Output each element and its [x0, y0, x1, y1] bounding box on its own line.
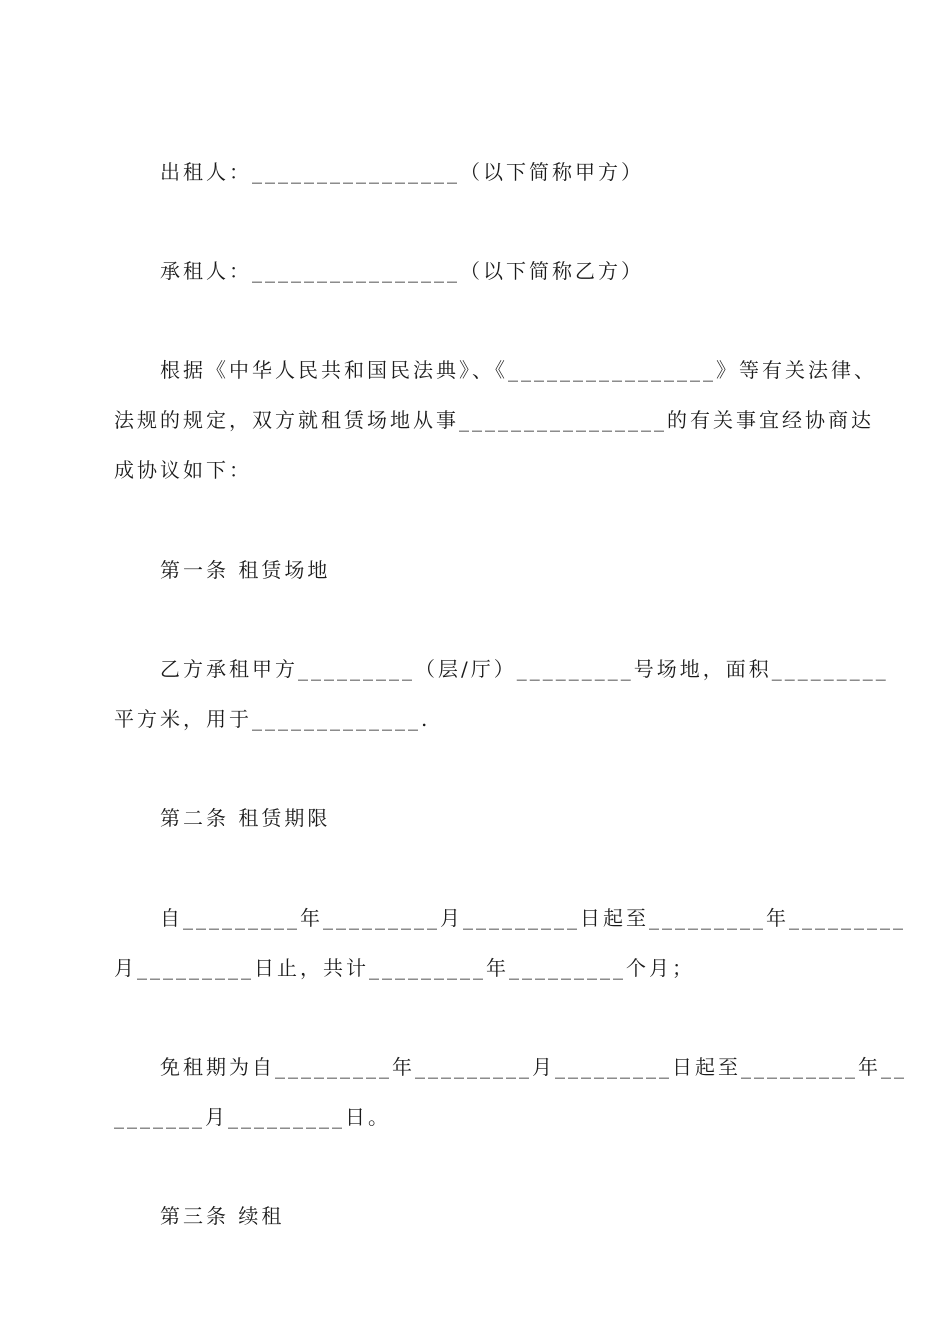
preamble-line-1: 根据《中华人民共和国民法典》、《________________》等有关法律、 [160, 358, 877, 382]
article3-heading: 第三条 续租 [160, 1204, 285, 1228]
lessor-line: 出租人：________________（以下简称甲方） [160, 160, 644, 184]
article2-heading: 第二条 租赁期限 [160, 806, 331, 830]
article2-term-line-1: 自_________年_________月_________日起至_________年_________ [160, 906, 906, 930]
preamble-line-3: 成协议如下： [114, 458, 252, 482]
article2-free-line-1: 免租期为自_________年_________月_________日起至_________年__ [160, 1055, 907, 1079]
article1-heading: 第一条 租赁场地 [160, 558, 331, 582]
article1-line-2: 平方米，用于_____________. [114, 707, 431, 731]
article1-line-1: 乙方承租甲方_________（层/厅）_________号场地，面积_________ [160, 657, 889, 681]
article2-free-line-2: _______月_________日。 [114, 1105, 391, 1129]
lessee-line: 承租人：________________（以下简称乙方） [160, 259, 644, 283]
article2-term-line-2: 月_________日止，共计_________年_________个月； [114, 956, 695, 980]
preamble-line-2: 法规的规定，双方就租赁场地从事________________的有关事宜经协商达 [114, 408, 874, 432]
